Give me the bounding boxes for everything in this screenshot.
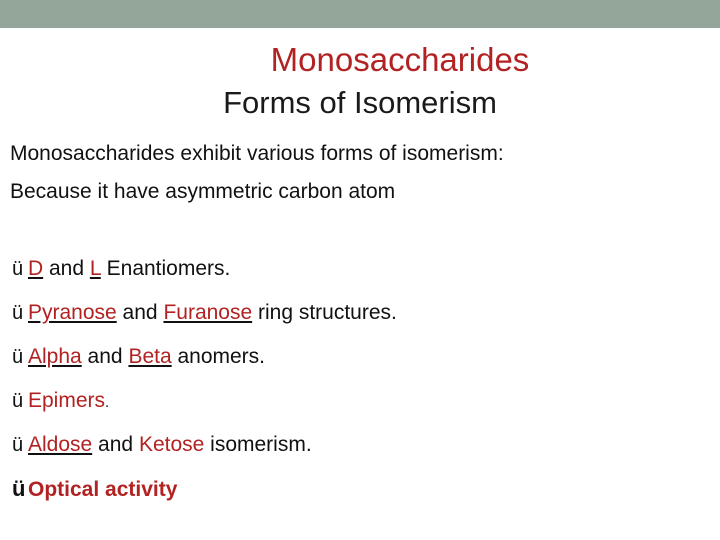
intro-line-1: Monosaccharides exhibit various forms of isomerism: xyxy=(10,142,504,165)
check-icon: ü xyxy=(12,434,24,456)
bullet-epimers: ü Epimers. xyxy=(12,387,397,431)
intro-line-2: Because it have asymmetric carbon atom xyxy=(10,180,396,203)
isomerism-list xyxy=(12,255,397,519)
bullet-enantiomers: ü D and L Enantiomers. xyxy=(12,255,397,299)
slide-subtitle: Forms of Isomerism xyxy=(223,85,497,120)
check-icon: ü xyxy=(12,346,24,368)
check-icon: ü xyxy=(12,476,26,501)
bullet-optical-activity: ü Optical activity xyxy=(12,476,178,501)
slide-title: Monosaccharides xyxy=(270,41,530,78)
check-icon: ü xyxy=(12,258,24,280)
bullet-anomers: ü Alpha and Beta anomers. xyxy=(12,343,397,387)
check-icon: ü xyxy=(12,302,24,324)
bullet-aldose-ketose: ü Aldose and Ketose isomerism. xyxy=(12,431,397,475)
top-accent-bar xyxy=(0,0,720,28)
bullet-ring-structures: ü Pyranose and Furanose ring structures. xyxy=(12,299,397,343)
check-icon: ü xyxy=(12,390,24,412)
